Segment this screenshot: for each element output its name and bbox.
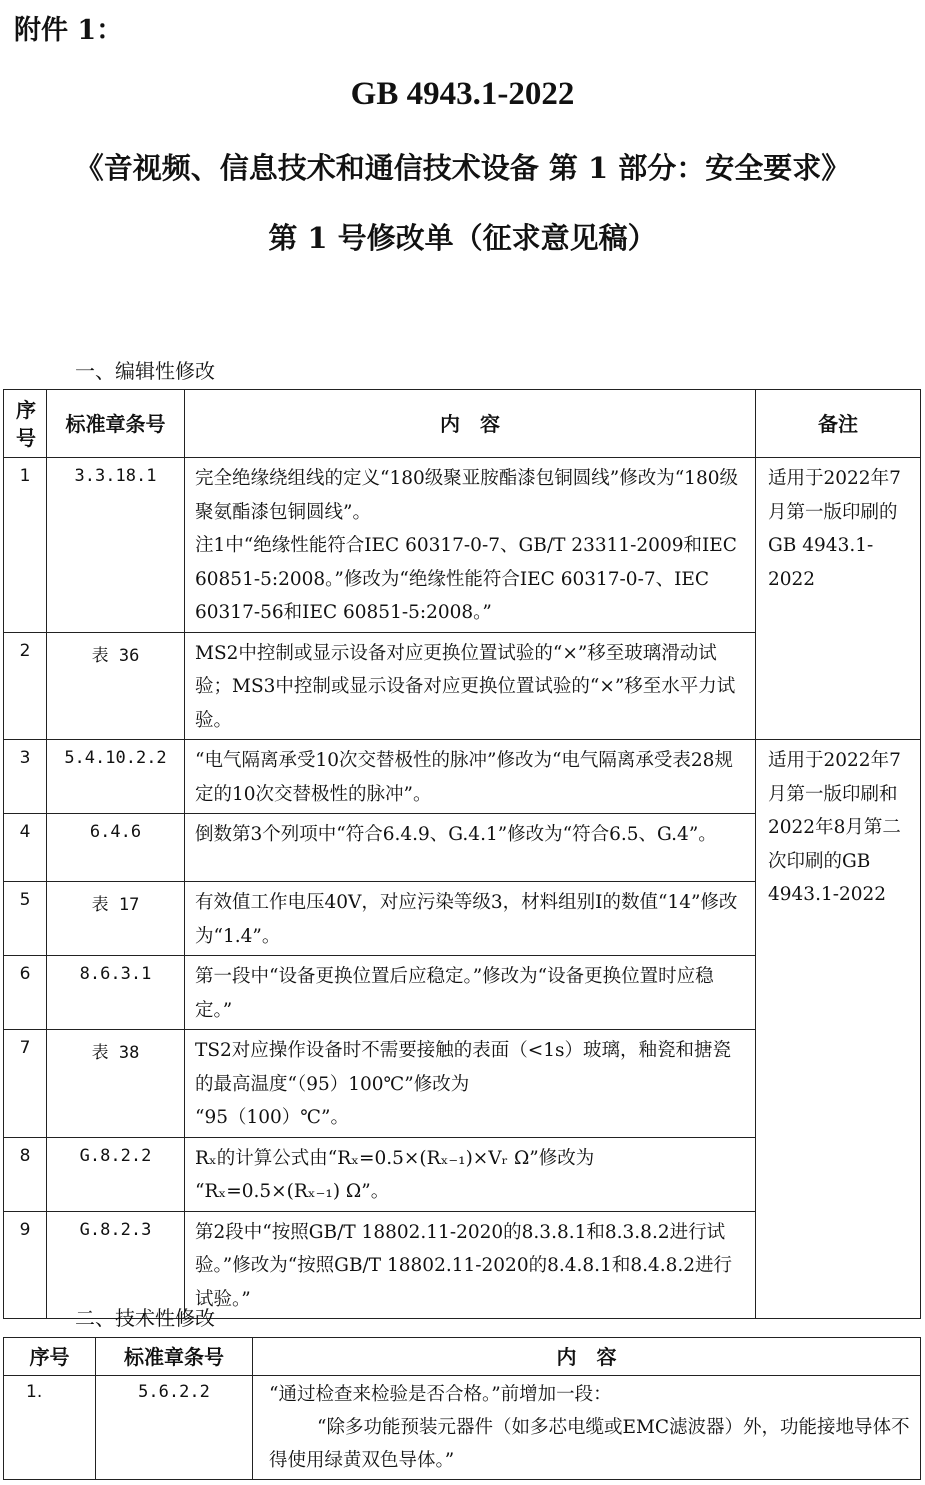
row-seq: 7 [4, 1030, 47, 1138]
col-header-content: 内 容 [253, 1338, 921, 1376]
col-header-seq: 序号 [4, 1338, 96, 1376]
row-clause: 5.6.2.2 [96, 1376, 253, 1480]
content-paragraph: “除多功能预装元器件（如多芯电缆或EMC滤波器）外，功能接地导体不得使用绿黄双色导体。” [269, 1417, 910, 1471]
row-seq: 6 [4, 956, 47, 1030]
document-title: 《音视频、信息技术和通信技术设备 第 1 部分：安全要求》 [74, 151, 851, 185]
attachment-label: 附件 1： [14, 15, 124, 46]
standard-number: GB 4943.1-2022 [350, 76, 575, 112]
row-clause: 表 36 [47, 632, 185, 740]
table-row [4, 1376, 921, 1480]
row-clause: 8.6.3.1 [47, 956, 185, 1030]
row-content: 有效值工作电压40V，对应污染等级3，材料组别I的数值“14”修改为“1.4”。 [185, 882, 756, 956]
col-header-note: 备注 [756, 390, 921, 458]
col-header-content: 内 容 [185, 390, 756, 458]
table-header-row [4, 1338, 921, 1376]
row-seq: 3 [4, 740, 47, 814]
row-clause: 6.4.6 [47, 814, 185, 882]
row-note: 适用于2022年7月第一版印刷的GB 4943.1-2022 [756, 458, 921, 740]
row-clause: 3.3.18.1 [47, 458, 185, 633]
row-seq: 1 [4, 458, 47, 633]
row-clause: G.8.2.2 [47, 1137, 185, 1211]
row-content: 第一段中“设备更换位置后应稳定。”修改为“设备更换位置时应稳定。” [185, 956, 756, 1030]
row-clause: 表 17 [47, 882, 185, 956]
row-seq: 8 [4, 1137, 47, 1211]
row-clause: G.8.2.3 [47, 1211, 185, 1319]
row-content [253, 1376, 921, 1480]
table-row [4, 740, 921, 814]
row-content: 倒数第3个列项中“符合6.4.9、G.4.1”修改为“符合6.5、G.4”。 [185, 814, 756, 882]
row-content: MS2中控制或显示设备对应更换位置试验的“×”移至玻璃滑动试验；MS3中控制或显示设备对应更换位置试验的“×”移至水平力试验。 [185, 632, 756, 740]
section-heading-editorial: 一、编辑性修改 [75, 359, 215, 383]
row-seq: 2 [4, 632, 47, 740]
row-content: “电气隔离承受10次交替极性的脉冲”修改为“电气隔离承受表28规定的10次交替极性的脉冲”。 [185, 740, 756, 814]
row-clause: 5.4.10.2.2 [47, 740, 185, 814]
row-seq: 5 [4, 882, 47, 956]
col-header-clause: 标准章条号 [96, 1338, 253, 1376]
section-heading-technical: 二、技术性修改 [75, 1306, 215, 1330]
row-note: 适用于2022年7月第一版印刷和2022年8月第二次印刷的GB 4943.1-2022 [756, 740, 921, 1319]
document-subtitle: 第 1 号修改单（征求意见稿） [268, 221, 657, 255]
row-content: Rₓ的计算公式由“Rₓ=0.5×(Rₓ₋₁)×Vᵣ Ω”修改为 “Rₓ=0.5×(Rₓ₋₁) Ω”。 [185, 1137, 756, 1211]
row-content: TS2对应操作设备时不需要接触的表面（<1s）玻璃，釉瓷和搪瓷的最高温度“（95）100℃”修改为 “95（100）℃”。 [185, 1030, 756, 1138]
row-seq: 1. [4, 1376, 96, 1480]
row-content: 完全绝缘绕组线的定义“180级聚亚胺酯漆包铜圆线”修改为“180级聚氨酯漆包铜圆线”。 注1中“绝缘性能符合IEC 60317-0-7、GB/T 23311-2009和IEC 60851-5:2008。”修改为“绝缘性能符合IEC 60317-0-7、IEC 60317-56和IEC 60851-5:2008。” [185, 458, 756, 633]
col-header-clause: 标准章条号 [47, 390, 185, 458]
col-header-seq: 序号 [4, 390, 47, 458]
row-clause: 表 38 [47, 1030, 185, 1138]
row-content: 第2段中“按照GB/T 18802.11-2020的8.3.8.1和8.3.8.2进行试验。”修改为“按照GB/T 18802.11-2020的8.4.8.1和8.4.8.2进行试验。” [185, 1211, 756, 1319]
table-header-row [4, 390, 921, 458]
row-seq: 9 [4, 1211, 47, 1319]
editorial-changes-table [3, 389, 921, 1319]
content-line: “通过检查来检验是否合格。”前增加一段： [269, 1384, 612, 1405]
row-seq: 4 [4, 814, 47, 882]
technical-changes-table [3, 1337, 921, 1480]
table-row [4, 458, 921, 633]
